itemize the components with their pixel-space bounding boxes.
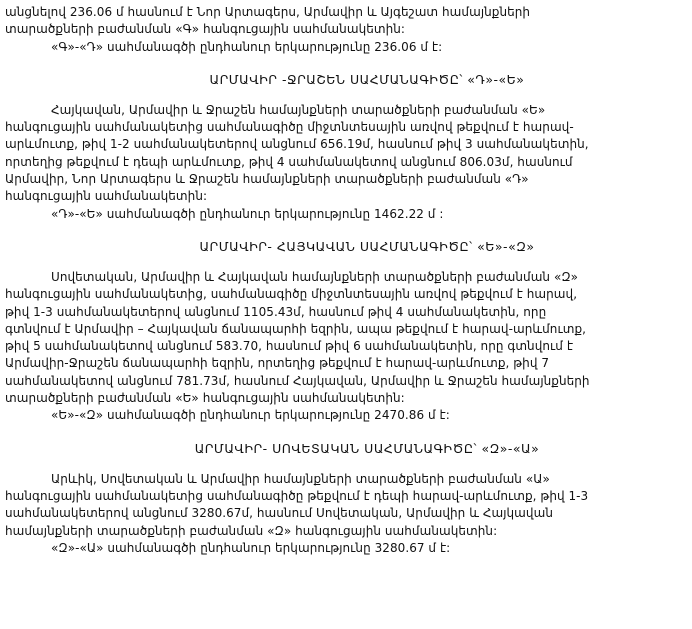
text-line: Հայկավան, Արմավիր և Ջրաշեն համայնքների տարածքների բաժանման «Ե» [51,102,546,117]
text-line: արևմուտք, թիվ 1-2 սահմանակետերով անցնում 656.19մ, հասնում թիվ 3 սահմանակետին, [5,137,589,152]
section-paragraph-armavir-sovetakan [5,471,689,557]
text-line: հանգուցային սահմանակետին: [5,189,208,204]
section-heading-armavir-jrashen: ԱՐՄԱՎԻՐ -ՋՐԱՇԵՆ ՍԱՀՄԱՆԱԳԻԾԸ՝ «Դ»-«Ե» [209,71,525,87]
text-line: տարածքների բաժանման «Ե» հանգուցային սահմանակետին: [5,391,405,406]
section-paragraph-armavir-jrashen [5,102,689,223]
text-line: Արմավիր, Նոր Արտագերս և Ջրաշեն համայնքների տարածքների բաժանման «Դ» [5,172,529,187]
text-line: թիվ 1-3 սահմանակետերով անցնում 1105.43մ, հասնում թիվ 4 սահմանակետին, որը [5,304,547,319]
section-heading-armavir-sovetakan: ԱՐՄԱՎԻՐ- ՍՈՎԵՏԱԿԱՆ ՍԱՀՄԱՆԱԳԻԾԸ՝ «Զ»-«Ա» [194,440,540,456]
segment-total-length: «Ե»-«Զ» սահմանագծի ընդհանուր երկարությունը 2470.86 մ է: [51,408,450,423]
segment-total-length: «Դ»-«Ե» սահմանագծի ընդհանուր երկարությունը 1462.22 մ : [51,206,444,221]
text-line: Արևիկ, Սովետական և Արմավիր համայնքների տարածքների բաժանման «Ա» [51,471,550,486]
text-line: համայնքների տարածքների բաժանման «Զ» հանգուցային սահմանակետին: [5,523,498,538]
text-line: սահմանակետով անցնում 781.73մ, հասնում Հայկավան, Արմավիր և Ջրաշեն համայնքների [5,373,590,388]
section-paragraph-armavir-haykavan [5,269,689,425]
text-line: սահմանակետերով անցնում 3280.67մ, հասնում Սովետական, Արմավիր և Հայկավան [5,506,553,521]
text-line: Արմավիր-Ջրաշեն ճանապարհի եզրին, որտեղից թեքվում է հարավ-արևմուտք, թիվ 7 [5,356,550,371]
segment-total-length: «Գ»-«Դ» սահմանագծի ընդհանուր երկարությունը 236.06 մ է: [51,39,443,54]
document-page [5,4,689,557]
text-line: հանգուցային սահմանակետից սահմանագիծը միջտնտեսային առվով թեքվում է հարավ- [5,120,574,135]
text-line: թիվ 5 սահմանակետով անցնում 583.70, հասնում թիվ 6 սահմանակետին, որը գտնվում է [5,339,574,354]
section-heading-armavir-haykavan: ԱՐՄԱՎԻՐ- ՀԱՅԿԱՎԱՆ ՍԱՀՄԱՆԱԳԻԾԸ՝ «Ե»-«Զ» [199,238,535,254]
top-paragraph [5,4,689,56]
text-line: որտեղից թեքվում է դեպի արևմուտք, թիվ 4 սահմանակետով անցնում 806.03մ, հասնում [5,154,573,169]
text-line: Սովետական, Արմավիր և Հայկավան համայնքների տարածքների բաժանման «Զ» [51,269,579,284]
text-line: հանգուցային սահմանակետից սահմանագիծը թեքվում է դեպի հարավ-արևմուտք, թիվ 1-3 [5,488,589,503]
text-line: գտնվում է Արմավիր – Հայկավան ճանապարհի եզրին, ապա թեքվում է հարավ-արևմուտք, [5,321,586,336]
segment-total-length: «Զ»-«Ա» սահմանագծի ընդհանուր երկարությունը 3280.67 մ է: [51,540,451,555]
text-line: հանգուցային սահմանակետից, սահմանագիծը միջտնտեսային առվով թեքվում է հարավ, [5,287,578,302]
text-line: անցնելով 236.06 մ հասնում է Նոր Արտագերս, Արմավիր և Այգեշատ համայնքների [5,5,531,19]
text-line: տարածքների բաժանման «Գ» հանգուցային սահմանակետին: [5,22,406,37]
